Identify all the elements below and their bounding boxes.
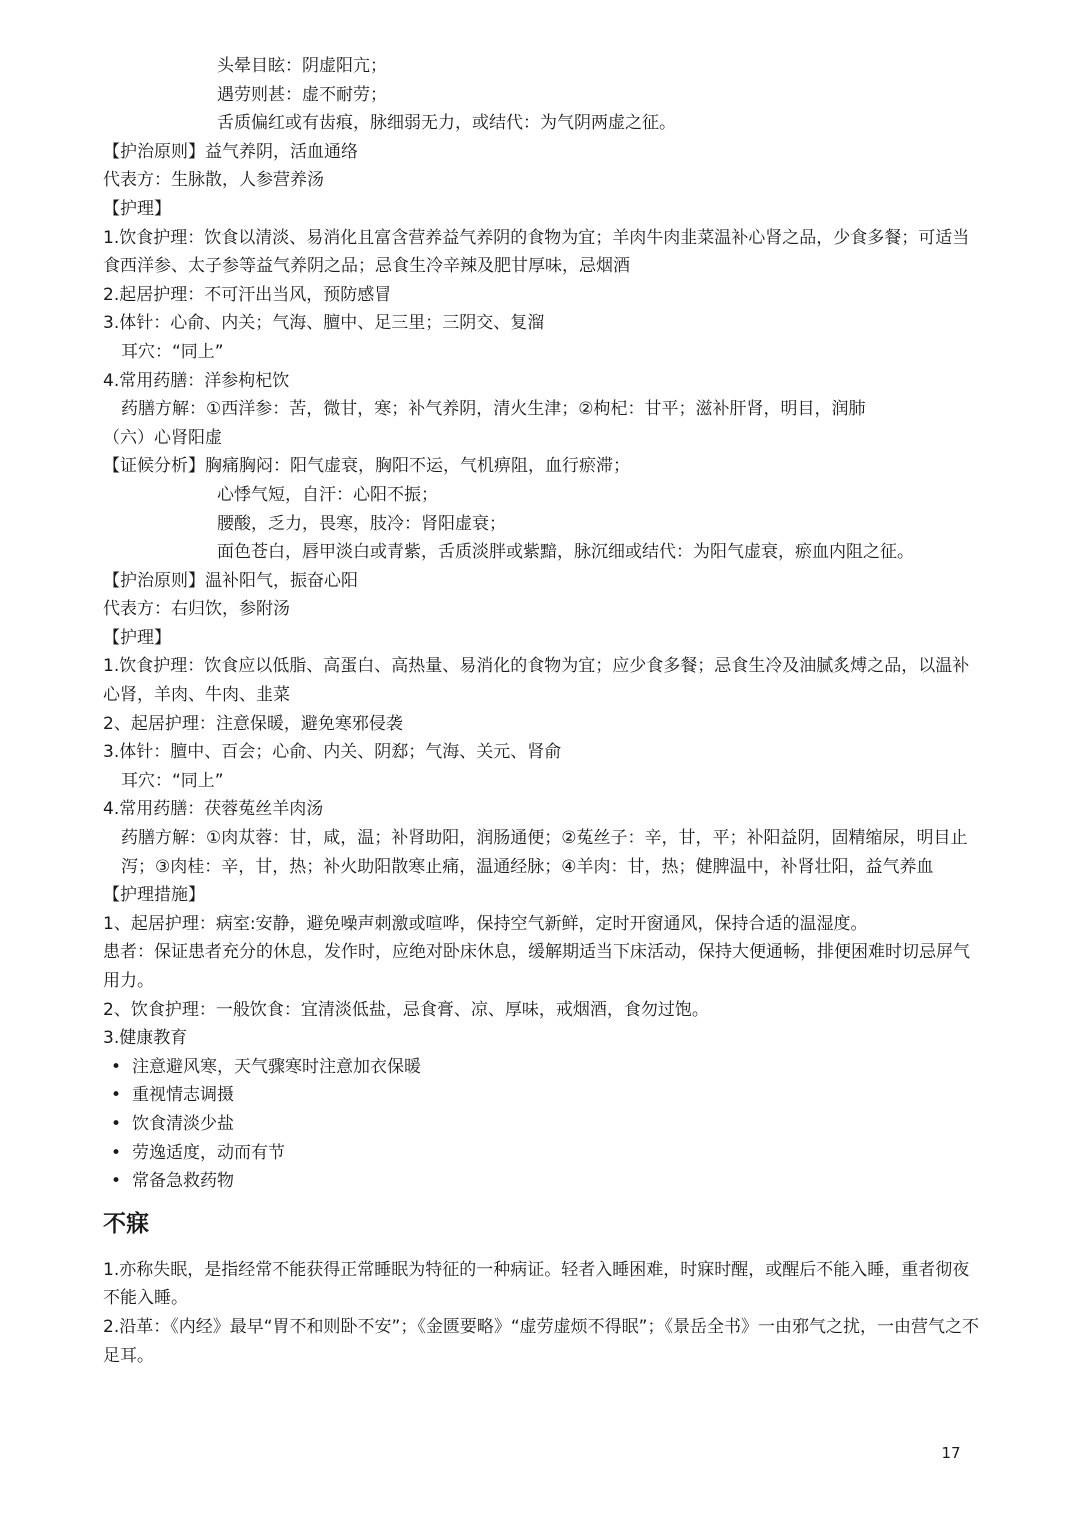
page-content bbox=[103, 52, 983, 1370]
symptom-analysis: 【证候分析】胸痛胸闷：阳气虚衰，胸阳不运，气机痹阻，血行瘀滞； bbox=[103, 456, 630, 477]
definition-paragraph: 1.亦称失眠，是指经常不能获得正常睡眠为特征的一种病证。轻者入睡困难，时寐时醒，或醒后不能入睡，重者彻夜不能入睡。 bbox=[103, 1259, 970, 1309]
representative-formula: 代表方：生脉散，人参营养汤 bbox=[103, 170, 324, 191]
list-item-text: 饮食清淡少盐 bbox=[132, 1113, 234, 1134]
diet-care: 2、饮食护理：一般饮食：宜清淡低盐，忌食膏、凉、厚味，戒烟酒，食勿过饱。 bbox=[103, 999, 709, 1020]
diet-care: 1.饮食护理：饮食应以低脂、高蛋白、高热量、易消化的食物为宜；应少食多餐；忌食生冷及油腻炙煿之品，以温补心肾，羊肉、牛肉、韭菜 bbox=[103, 656, 970, 706]
symptom-line: 遇劳则甚：虚不耐劳； bbox=[217, 84, 387, 105]
list-item bbox=[103, 1053, 983, 1082]
list-item-text: 劳逸适度，动而有节 bbox=[132, 1142, 285, 1163]
treatment-principle: 【护治原则】益气养阴，活血通络 bbox=[103, 141, 358, 162]
ear-points: 耳穴：“同上” bbox=[121, 341, 224, 362]
bullet-icon: • bbox=[111, 1113, 122, 1134]
medicinal-diet-note: 药膳方解：①西洋参：苦，微甘，寒；补气养阴，清火生津；②枸杞：甘平；滋补肝肾，明目，润肺 bbox=[121, 399, 866, 420]
symptom-line: 头晕目眩：阴虚阳亢； bbox=[217, 56, 387, 76]
bullet-icon: • bbox=[111, 1056, 122, 1077]
health-education-heading: 3.健康教育 bbox=[103, 1028, 188, 1049]
list-item bbox=[103, 1110, 983, 1139]
list-item-text: 常备急救药物 bbox=[132, 1171, 234, 1192]
list-item bbox=[103, 1081, 983, 1110]
living-care: 2、起居护理：注意保暖，避免寒邪侵袭 bbox=[103, 713, 403, 734]
list-item-text: 注意避风寒，天气骤寒时注意加衣保暖 bbox=[132, 1056, 421, 1077]
list-item bbox=[103, 1167, 983, 1196]
medicinal-diet-note: 药膳方解：①肉苁蓉：甘，咸，温；补肾助阳，润肠通便；②菟丝子：辛，甘，平；补阳益阴，固精缩尿，明目止泻；③肉桂：辛，甘，热；补火助阳散寒止痛，温通经脉；④羊肉：甘，热；健脾温中，补肾壮阳，益气养血 bbox=[121, 828, 968, 877]
symptom-line: 心悸气短，自汗：心阳不振； bbox=[217, 484, 438, 505]
medicinal-diet: 4.常用药膳：洋参枸杞饮 bbox=[103, 370, 290, 391]
living-care: 2.起居护理：不可汗出当风，预防感冒 bbox=[103, 284, 392, 305]
health-education-list bbox=[103, 1053, 983, 1196]
treatment-principle: 【护治原则】温补阳气，振奋心阳 bbox=[103, 570, 358, 591]
chapter-heading: 不寐 bbox=[103, 1210, 149, 1237]
acupuncture: 3.体针：心俞、内关；气海、膻中、足三里；三阴交、复溜 bbox=[103, 313, 545, 334]
list-item bbox=[103, 1139, 983, 1168]
symptom-line: 面色苍白，唇甲淡白或青紫，舌质淡胖或紫黯，脉沉细或结代：为阳气虚衰，瘀血内阻之征。 bbox=[217, 542, 914, 563]
page-number: 17 bbox=[941, 1444, 961, 1462]
patient-care: 患者：保证患者充分的休息，发作时，应绝对卧床休息，缓解期适当下床活动，保持大便通畅，排便困难时切忌屏气用力。 bbox=[103, 942, 970, 991]
care-heading: 【护理】 bbox=[103, 198, 171, 219]
symptom-line: 腰酸，乏力，畏寒，肢冷：肾阳虚衰； bbox=[217, 513, 506, 534]
medicinal-diet: 4.常用药膳：茯蓉菟丝羊肉汤 bbox=[103, 799, 324, 820]
living-care: 1、起居护理：病室:安静，避免噪声刺激或喧哗，保持空气新鲜，定时开窗通风，保持合适的温湿度。 bbox=[103, 913, 868, 934]
care-heading: 【护理】 bbox=[103, 627, 171, 648]
list-item-text: 重视情志调摄 bbox=[132, 1085, 234, 1106]
diet-care: 1.饮食护理：饮食以清淡、易消化且富含营养益气养阴的食物为宜；羊肉牛肉韭菜温补心肾之品，少食多餐；可适当食西洋参、太子参等益气养阴之品；忌食生冷辛辣及肥甘厚味，忌烟酒 bbox=[103, 227, 970, 277]
bullet-icon: • bbox=[111, 1142, 122, 1163]
section-title: （六）心肾阳虚 bbox=[103, 427, 222, 448]
bullet-icon: • bbox=[111, 1171, 122, 1192]
acupuncture: 3.体针：膻中、百会；心俞、内关、阴郄；气海、关元、肾俞 bbox=[103, 742, 562, 763]
representative-formula: 代表方：右归饮，参附汤 bbox=[103, 599, 290, 620]
ear-points: 耳穴：“同上” bbox=[121, 770, 224, 791]
symptom-line: 舌质偏红或有齿痕，脉细弱无力，或结代：为气阴两虚之征。 bbox=[217, 113, 676, 134]
history-paragraph: 2.沿革：《内经》最早“胃不和则卧不安”；《金匮要略》“虚劳虚烦不得眠”；《景岳全书》一由邪气之扰，一由营气之不足耳。 bbox=[103, 1316, 979, 1366]
bullet-icon: • bbox=[111, 1085, 122, 1106]
measures-heading: 【护理措施】 bbox=[103, 885, 205, 906]
